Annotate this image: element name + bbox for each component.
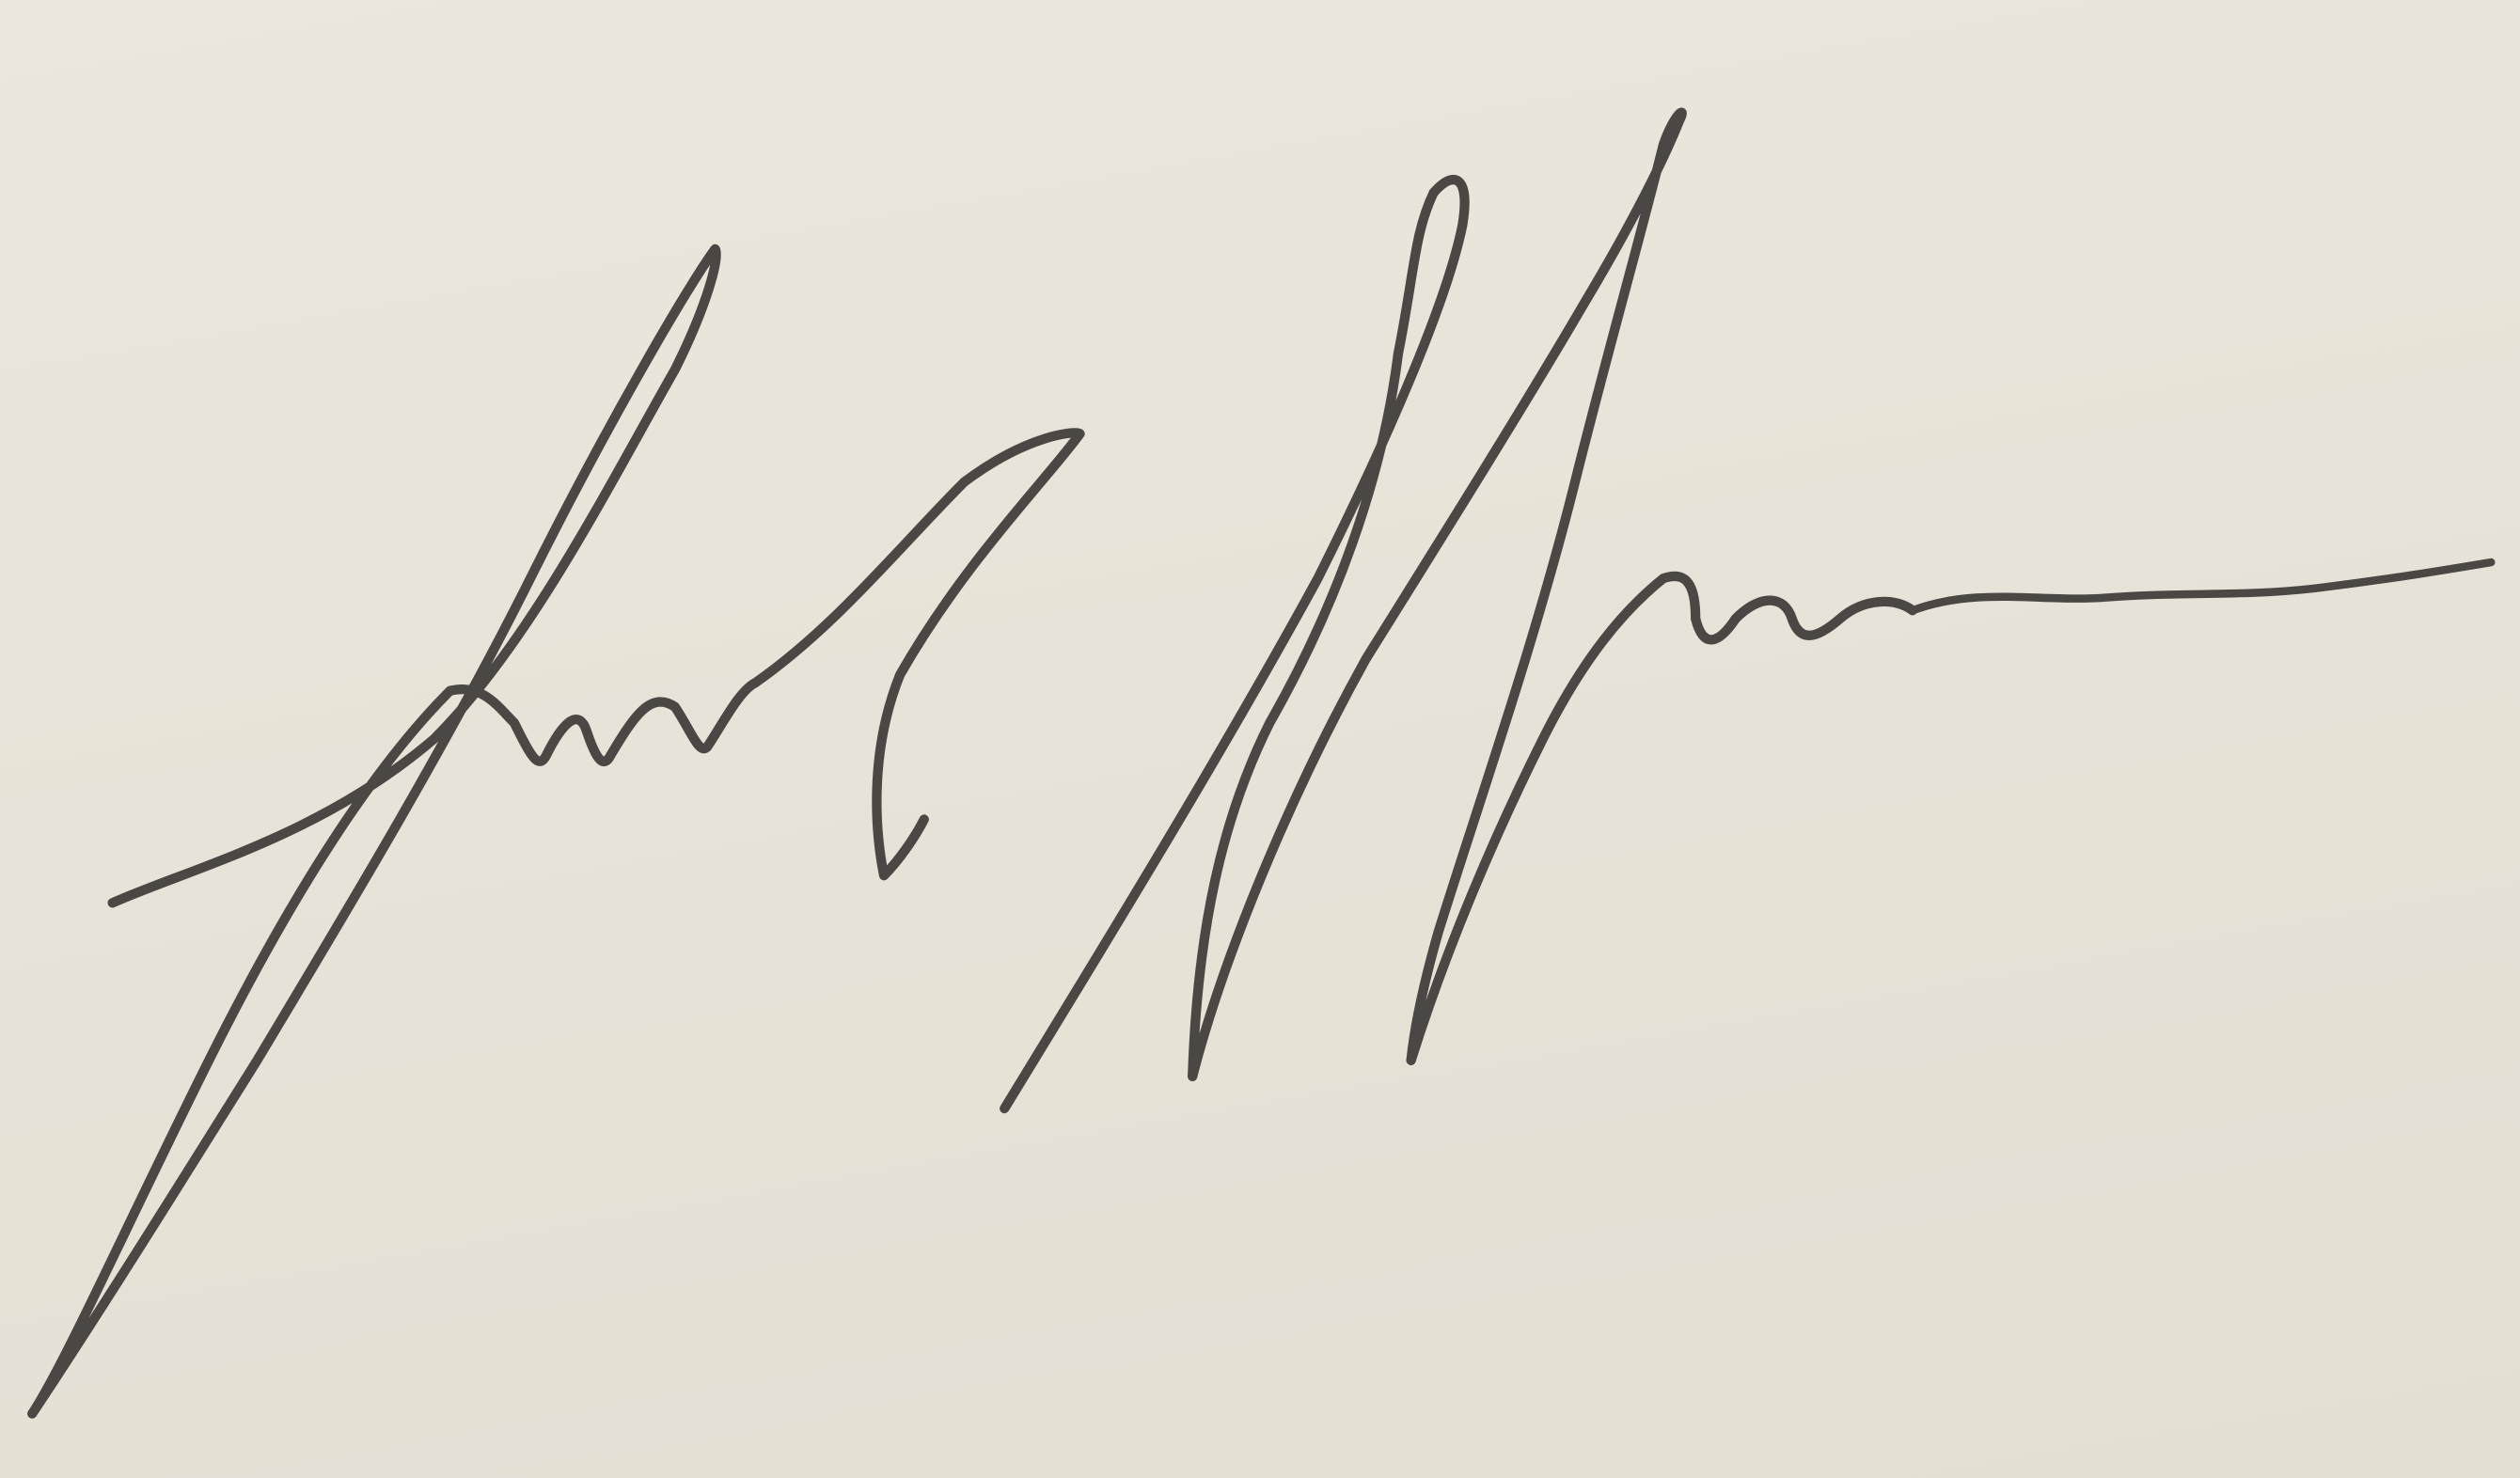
signature-stroke-second-tall-left xyxy=(1004,180,1464,1108)
signature-stroke-trailing-loops xyxy=(1411,576,1913,1061)
signature-stroke-first-loop xyxy=(32,249,716,1414)
signature-stroke-second-tall-right xyxy=(1192,113,1682,1077)
signature-strokes xyxy=(32,113,2491,1414)
signature-stroke-small-letters xyxy=(450,683,756,762)
signature-stroke-tail xyxy=(1913,562,2491,610)
signature-stroke-ascender xyxy=(755,432,1079,875)
